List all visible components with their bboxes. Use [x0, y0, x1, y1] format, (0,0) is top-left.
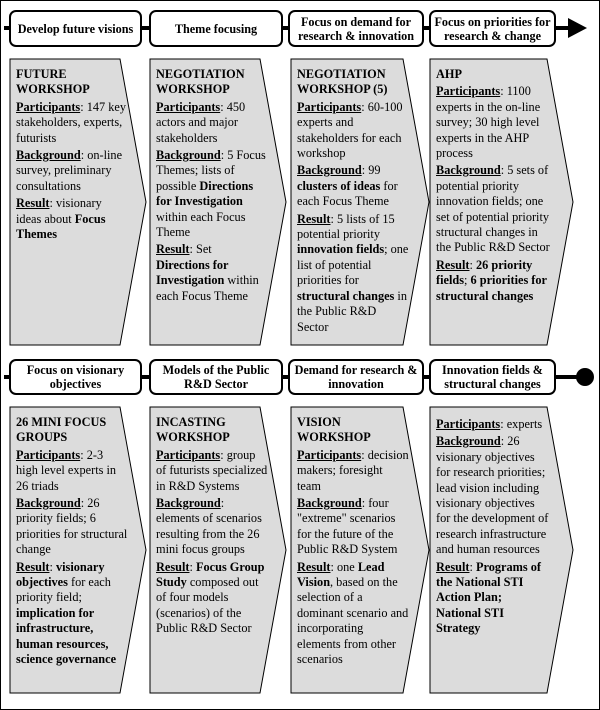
- phase-header-row1-3: Focus on demand for research & innovation: [288, 10, 424, 47]
- phase-header-row1-4: Focus on priorities for research & change: [429, 10, 556, 47]
- box-text-row1-2: NEGOTIATION WORKSHOP Participants: 450 actors and major stakeholders Background: 5 Focus Themes; lists of possible Directions for Investigation within each Focus Theme Result: Set Directions for Investigation within each Focus Theme: [156, 67, 268, 304]
- phase-header-row2-2: Models of the Public R&D Sector: [149, 359, 283, 395]
- phase-header-row2-4: Innovation fields & structural changes: [429, 359, 556, 395]
- box-text-row2-1: 26 MINI FOCUS GROUPS Participants: 2-3 high level experts in 26 triads Background: 26 priority fields; 6 priorities for structural change Result: visionary objectives for each priority field; implication for infrastructure, human resources, science governance: [16, 415, 128, 667]
- box-text-row1-3: NEGOTIATION WORKSHOP (5) Participants: 60-100 experts and stakeholders for each workshop Background: 99 clusters of ideas for each Focus Theme Result: 5 lists of 15 potential priority innovation fields; one list of potential priorities for structural changes in the Public R&D Sector: [297, 67, 409, 334]
- box-text-row1-1: FUTURE WORKSHOP Participants: 147 key stakeholders, experts, futurists Background: on-line survey, preliminary consultations Result: visionary ideas about Focus Themes: [16, 67, 126, 242]
- arrowhead-icon: [568, 18, 587, 38]
- box-title: INCASTING WORKSHOP: [156, 415, 230, 445]
- phase-header-row2-1: Focus on visionary objectives: [9, 359, 142, 395]
- box-title: VISION WORKSHOP: [297, 415, 371, 445]
- timeline-end-dot-icon: [576, 368, 594, 386]
- box-text-row2-4: Participants: experts Background: 26 visionary objectives for research priorities; lead vision including visionary objectives for the development of research infrastructure and human resources Result: Programs of the National STI Action Plan; National STI Strategy: [436, 417, 549, 636]
- phase-header-row2-3: Demand for research & innovation: [288, 359, 424, 395]
- box-title: 26 MINI FOCUS GROUPS: [16, 415, 107, 445]
- box-title: NEGOTIATION WORKSHOP (5): [297, 67, 388, 97]
- box-text-row1-4: AHP Participants: 1100 experts in the on-line survey; 30 high level experts in the AHP process Background: 5 sets of potential priority innovation fields; one set of potential priority structural changes in the Public R&D Sector Result: 26 priority fields; 6 priorities for structural changes: [436, 67, 550, 303]
- box-title: AHP: [436, 67, 462, 81]
- box-title: FUTURE WORKSHOP: [16, 67, 90, 97]
- phase-header-row1-2: Theme focusing: [149, 10, 283, 47]
- box-text-row2-2: INCASTING WORKSHOP Participants: group of futurists specialized in R&D Systems Background: elements of scenarios resulting from the 26 mini focus groups Result: Focus Group Study composed out of four models (scenarios) of the Public R&D Sector: [156, 415, 268, 636]
- phase-header-row1-1: Develop future visions: [9, 10, 142, 47]
- box-text-row2-3: VISION WORKSHOP Participants: decision makers; foresight team Background: four "extreme" scenarios for the future of the Public R&D System Result: one Lead Vision, based on the selection of a dominant scenario and incorporating elements from other scenarios: [297, 415, 409, 667]
- box-title: NEGOTIATION WORKSHOP: [156, 67, 245, 97]
